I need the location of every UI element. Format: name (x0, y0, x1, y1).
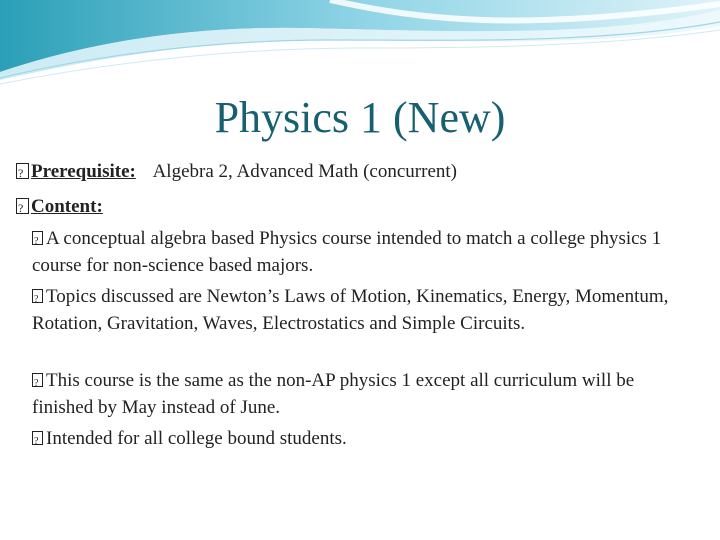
list-item: ?Topics discussed are Newton’s Laws of Motion, Kinematics, Energy, Momentum, Rotation, Gravitation, Waves, Electrostatics and Simple Circuits. (32, 284, 692, 337)
slide-title: Physics 1 (New) (214, 93, 506, 142)
list-item: ?Intended for all college bound students. (32, 426, 692, 453)
bullet-box-icon (32, 373, 43, 387)
bullet-box-icon (32, 431, 43, 445)
bullet-box-icon (16, 198, 29, 214)
bullet-box-icon (32, 289, 43, 303)
prerequisite-line (16, 160, 457, 184)
bullet-box-icon (32, 231, 43, 245)
content-label: Content: (31, 196, 103, 217)
header-wave-decoration (0, 0, 720, 90)
prerequisite-value: Algebra 2, Advanced Math (concurrent) (152, 161, 457, 182)
content-line (16, 195, 103, 219)
prerequisite-label: Prerequisite: (31, 161, 136, 182)
list-item: ?A conceptual algebra based Physics course intended to match a college physics 1 course for non-science based majors. (32, 226, 692, 279)
bullet-box-icon (16, 163, 29, 179)
list-item: ?This course is the same as the non-AP physics 1 except all curriculum will be finished by May instead of June. (32, 368, 692, 421)
